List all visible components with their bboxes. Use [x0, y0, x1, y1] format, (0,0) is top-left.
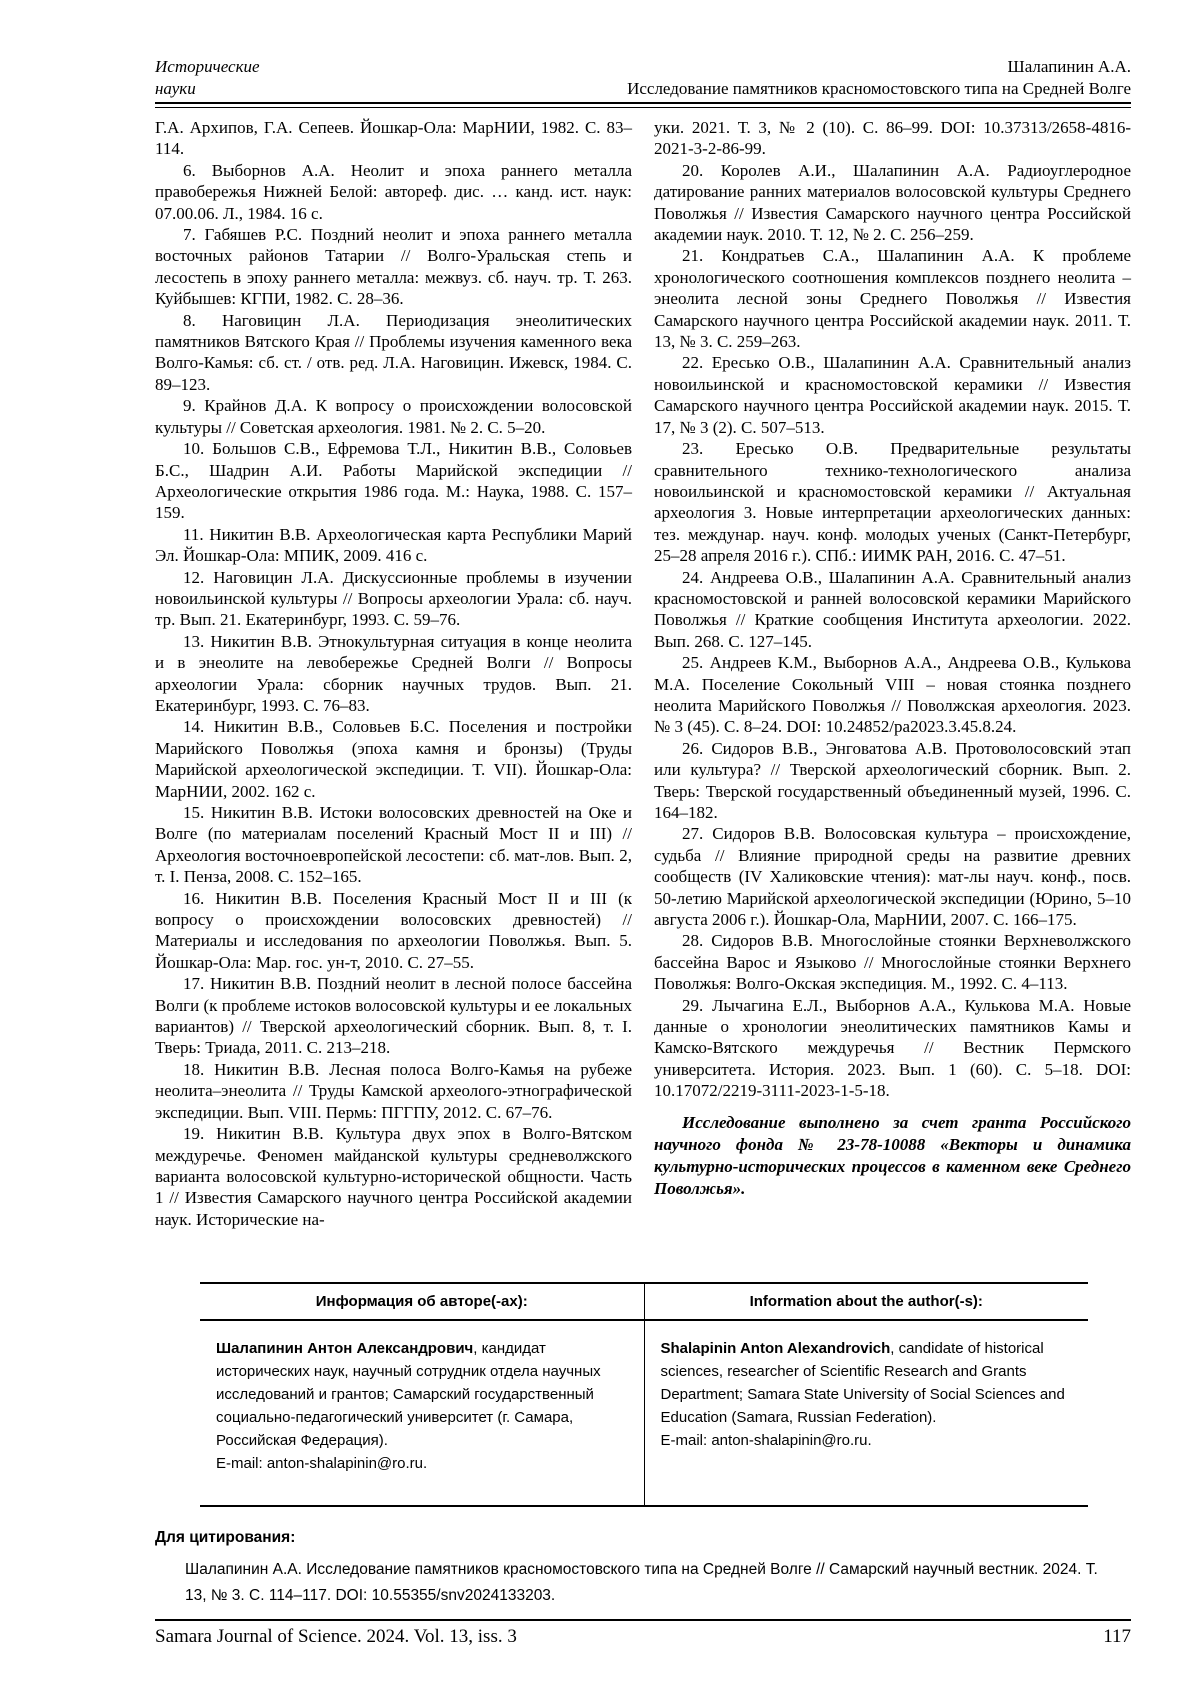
reference-item: 11. Никитин В.В. Археологическая карта Республики Марий Эл. Йошкар-Ола: МПИК, 2009. 416 с. [155, 524, 632, 566]
reference-item: 14. Никитин В.В., Соловьев Б.С. Поселения и постройки Марийского Поволжья (эпоха камня и бронзы) (Труды Марийской археологической экспедиции. Т. VII). Йошкар-Ола: МарНИИ, 2002. 162 с. [155, 717, 632, 801]
reference-item: 21. Кондратьев С.А., Шалапинин А.А. К проблеме хронологического соотношения комплексов позднего неолита – энеолита лесной зоны Среднего Поволжья // Известия Самарского научного центра Российской академии наук. 2011. Т. 13, № 3. С. 259–263. [654, 246, 1131, 352]
author-info-table [200, 1282, 1088, 1507]
author-details-ru: , кандидат исторических наук, научный сотрудник отдела научных исследований и грантов; Самарский государственный социально-педагогический университет (г. Самара, Российская Федерация). [216, 1340, 601, 1450]
header-rule [155, 102, 1131, 108]
reference-item: 27. Сидоров В.В. Волосовская культура – происхождение, судьба // Влияние природной среды на развитие древних сообществ (IV Халиковские чтения): мат-лы науч. конф., посв. 50-летию Марийской археологической экспедиции (Юрино, 5–10 августа 2006 г.). Йошкар-Ола, МарНИИ, 2007. С. 166–175. [654, 824, 1131, 930]
reference-item: 28. Сидоров В.В. Многослойные стоянки Верхневолжского бассейна Варос и Языково // Многослойные стоянки Верхнего Поволжья: Волго-Окская экспедиция. М., 1992. С. 4–113. [654, 931, 1131, 994]
citation-label: Для цитирования: [155, 1529, 296, 1547]
author-table-header-row [200, 1283, 1088, 1320]
journal-line: Samara Journal of Science. 2024. Vol. 13, iss. 3 [155, 1626, 517, 1648]
reference-item: 29. Лычагина Е.Л., Выборнов А.А., Кулькова М.А. Новые данные о хронологии энеолитических памятников Камы и Камско-Вятского междуречья // Вестник Пермского университета. История. 2023. Вып. 1 (60). С. 5–18. DOI: 10.17072/2219-3111-2023-1-5-18. [654, 995, 1131, 1101]
reference-item: 6. Выборнов А.А. Неолит и эпоха раннего металла правобережья Нижней Белой: автореф. дис. … канд. ист. наук: 07.00.06. Л., 1984. 16 с. [155, 160, 632, 223]
reference-item: 13. Никитин В.В. Этнокультурная ситуация в конце неолита и в энеолите на левобережье Средней Волги // Вопросы археологии Урала: сборник научных трудов. Вып. 21. Екатеринбург, 1993. С. 76–83. [155, 631, 632, 715]
reference-item: 26. Сидоров В.В., Энговатова А.В. Протоволосовский этап или культура? // Тверской археологический сборник. Вып. 2. Тверь: Тверской государственный объединенный музей, 1996. С. 164–182. [654, 738, 1131, 822]
running-head [155, 56, 1131, 100]
author-name-ru: Шалапинин Антон Александрович [216, 1340, 474, 1358]
citation-block [155, 1529, 1131, 1609]
author-info-en [644, 1320, 1088, 1506]
reference-item: 25. Андреев К.М., Выборнов А.А., Андреева О.В., Кулькова М.А. Поселение Сокольный VIII – новая стоянка позднего неолита Марийского Поволжья // Поволжская археология. 2023. № 3 (45). С. 8–24. DOI: 10.24852/pa2023.3.45.8.24. [654, 653, 1131, 737]
reference-item: 7. Габяшев Р.С. Поздний неолит и эпоха раннего металла восточных районов Татарии // Волго-Уральская степь и лесостепь в эпоху раннего металла: межвуз. сб. науч. тр. Т. 263. Куйбышев: КГПИ, 1982. С. 28–36. [155, 225, 632, 309]
reference-item: 19. Никитин В.В. Культура двух эпох в Волго-Вятском междуречье. Феномен майданской культуры средневолжского варианта волосовской культурно-исторической общности. Часть 1 // Известия Самарского научного центра Российской академии наук. Исторические на- [155, 1124, 632, 1229]
running-article-title: Исследование памятников красномостовского типа на Средней Волге [627, 79, 1131, 98]
reference-item: 15. Никитин В.В. Истоки волосовских древностей на Оке и Волге (по материалам поселений Красный Мост II и III) // Археология восточноевропейской лесостепи: сб. мат-лов. Вып. 2, т. I. Пенза, 2008. С. 152–165. [155, 803, 632, 887]
left-column-references [155, 117, 632, 1230]
reference-item: 24. Андреева О.В., Шалапинин А.А. Сравнительный анализ красномостовской и ранней волосовской керамики Марийского Поволжья // Краткие сообщения Института археологии. 2022. Вып. 268. С. 127–145. [654, 567, 1131, 651]
reference-item: 12. Наговицин Л.А. Дискуссионные проблемы в изучении новоильинской культуры // Вопросы археологии Урала: сб. науч. тр. Вып. 21. Екатеринбург, 1993. С. 59–76. [155, 567, 632, 630]
reference-columns [155, 117, 1131, 1230]
author-name-en: Shalapinin Anton Alexandrovich [660, 1340, 891, 1358]
reference-item: 20. Королев А.И., Шалапинин А.А. Радиоуглеродное датирование ранних материалов волосовской культуры Среднего Поволжья // Известия Самарского научного центра Российской академии наук. 2010. Т. 12, № 2. С. 256–259. [654, 160, 1131, 245]
author-info-ru [200, 1320, 644, 1506]
reference-item: 18. Никитин В.В. Лесная полоса Волго-Камья на рубеже неолита–энеолита // Труды Камской археолого-этнографической экспедиции. Вып. VIII. Пермь: ПГГПУ, 2012. С. 67–76. [155, 1059, 632, 1122]
funding-note: Исследование выполнено за счет гранта Российского научного фонда № 23-78-10088 «Векторы и динамика культурно-исторических процессов в каменном веке Среднего Поволжья». [654, 1112, 1131, 1198]
author-table-header-en: Information about the author(-s): [644, 1283, 1088, 1320]
author-email-en: E-mail: anton-shalapinin@ro.ru. [660, 1432, 872, 1450]
right-column [654, 117, 1131, 1230]
right-column-references [654, 117, 1131, 1102]
reference-item: 17. Никитин В.В. Поздний неолит в лесной полосе бассейна Волги (к проблеме истоков волосовской культуры и ее локальных вариантов) // Тверской археологический сборник. Вып. 8, т. I. Тверь: Триада, 2011. С. 213–218. [155, 974, 632, 1058]
author-table-body-row [200, 1320, 1088, 1506]
running-author: Шалапинин А.А. [1007, 57, 1131, 76]
reference-item: 10. Большов С.В., Ефремова Т.Л., Никитин В.В., Соловьев Б.С., Шадрин А.И. Работы Марийской экспедиции // Археологические открытия 1986 года. М.: Наука, 1988. С. 157–159. [155, 439, 632, 523]
author-details-en: , candidate of historical sciences, researcher of Scientific Research and Grants Department; Samara State University of Social Sciences and Education (Samara, Russian Federation). [660, 1340, 1065, 1427]
left-column [155, 117, 632, 1230]
citation-text: Шалапинин А.А. Исследование памятников красномостовского типа на Средней Волге // Самарский научный вестник. 2024. Т. 13, № 3. С. 114–117. DOI: 10.55355/snv2024133203. [185, 1561, 1098, 1605]
section-name [155, 56, 260, 100]
running-title [627, 56, 1131, 100]
section-line1: Исторические [155, 57, 260, 76]
reference-item: 23. Ересько О.В. Предварительные результаты сравнительного технико-технологического анализа новоильинской и красномостовской керамики // Актуальная археология 3. Новые интерпретации археологических данных: тез. междунар. науч. конф. молодых ученых (Санкт-Петербург, 25–28 апреля 2016 г.). СПб.: ИИМК РАН, 2016. С. 47–51. [654, 439, 1131, 566]
paper-page [155, 56, 1131, 1648]
page-footer [155, 1619, 1131, 1648]
reference-item: Г.А. Архипов, Г.А. Сепеев. Йошкар-Ола: МарНИИ, 1982. С. 83–114. [155, 118, 632, 159]
reference-item: 16. Никитин В.В. Поселения Красный Мост II и III (к вопросу о происхождении волосовских древностей) // Материалы и исследования по археологии Поволжья. Вып. 5. Йошкар-Ола: Мар. гос. ун-т, 2010. С. 27–55. [155, 888, 632, 972]
author-table-header-ru: Информация об авторе(-ах): [200, 1283, 644, 1320]
page-number: 117 [1103, 1626, 1131, 1648]
reference-item: уки. 2021. Т. 3, № 2 (10). С. 86–99. DOI: 10.37313/2658-4816-2021-3-2-86-99. [654, 118, 1131, 159]
reference-item: 22. Ересько О.В., Шалапинин А.А. Сравнительный анализ новоильинской и красномостовской керамики // Известия Самарского научного центра Российской академии наук. 2015. Т. 17, № 3 (2). С. 507–513. [654, 353, 1131, 437]
section-line2: науки [155, 79, 196, 98]
reference-item: 9. Крайнов Д.А. К вопросу о происхождении волосовской культуры // Советская археология. 1981. № 2. С. 5–20. [155, 396, 632, 437]
author-email-ru: E-mail: anton-shalapinin@ro.ru. [216, 1455, 428, 1473]
reference-item: 8. Наговицин Л.А. Периодизация энеолитических памятников Вятского Края // Проблемы изучения каменного века Волго-Камья: сб. ст. / отв. ред. Л.А. Наговицин. Ижевск, 1984. С. 89–123. [155, 310, 632, 394]
